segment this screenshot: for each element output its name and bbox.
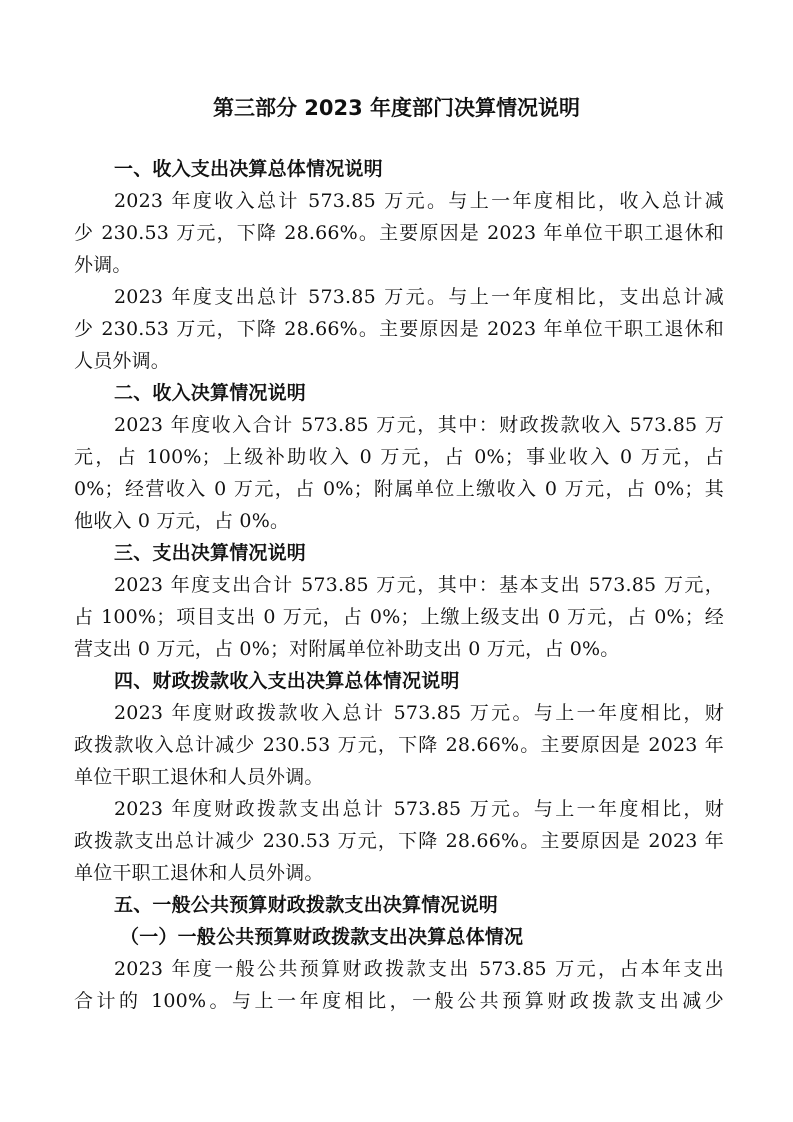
- paragraph-line: 他收入 0 万元，占 0%。: [74, 510, 290, 532]
- paragraph-line: 2023 年度支出合计 573.85 万元，其中：基本支出 573.85 万元，: [114, 574, 724, 596]
- page-title: 第三部分 2023 年度部门决算情况说明: [212, 96, 581, 120]
- paragraph-line: 2023 年度收入总计 573.85 万元。与上一年度相比，收入总计减: [114, 190, 724, 212]
- paragraph-line: 合计的 100%。与上一年度相比，一般公共预算财政拨款支出减少: [74, 990, 724, 1012]
- paragraph-line: 单位干职工退休和人员外调。: [74, 766, 324, 788]
- paragraph-line: 2023 年度财政拨款支出总计 573.85 万元。与上一年度相比，财: [114, 798, 724, 820]
- paragraph-line: 少 230.53 万元，下降 28.66%。主要原因是 2023 年单位干职工退休和: [74, 318, 724, 340]
- paragraph-line: 单位干职工退休和人员外调。: [74, 862, 324, 884]
- paragraph-line: 2023 年度财政拨款收入总计 573.85 万元。与上一年度相比，财: [114, 702, 724, 724]
- paragraph-line: 2023 年度收入合计 573.85 万元，其中：财政拨款收入 573.85 万: [114, 414, 724, 436]
- paragraph-line: 2023 年度一般公共预算财政拨款支出 573.85 万元，占本年支出: [114, 958, 724, 980]
- paragraph-line: 政拨款支出总计减少 230.53 万元，下降 28.66%。主要原因是 2023 年: [74, 830, 724, 852]
- section-heading: 一、收入支出决算总体情况说明: [114, 158, 383, 180]
- paragraph-line: 占 100%；项目支出 0 万元，占 0%；上缴上级支出 0 万元，占 0%；经: [74, 606, 724, 628]
- paragraph-line: 0%；经营收入 0 万元，占 0%；附属单位上缴收入 0 万元，占 0%；其: [74, 478, 724, 500]
- paragraph-line: 政拨款收入总计减少 230.53 万元，下降 28.66%。主要原因是 2023 年: [74, 734, 724, 756]
- paragraph-line: 营支出 0 万元，占 0%；对附属单位补助支出 0 万元，占 0%。: [74, 638, 620, 660]
- section-subheading: （一）一般公共预算财政拨款支出决算总体情况: [120, 926, 524, 948]
- paragraph-line: 元，占 100%；上级补助收入 0 万元，占 0%；事业收入 0 万元，占: [74, 446, 724, 468]
- paragraph-line: 人员外调。: [74, 350, 171, 372]
- paragraph-line: 少 230.53 万元，下降 28.66%。主要原因是 2023 年单位干职工退休和: [74, 222, 724, 244]
- section-heading: 四、财政拨款收入支出决算总体情况说明: [114, 670, 460, 692]
- section-heading: 二、收入决算情况说明: [114, 382, 307, 404]
- paragraph-line: 外调。: [74, 254, 132, 276]
- paragraph-line: 2023 年度支出总计 573.85 万元。与上一年度相比，支出总计减: [114, 286, 724, 308]
- section-heading: 五、一般公共预算财政拨款支出决算情况说明: [114, 894, 499, 916]
- section-heading: 三、支出决算情况说明: [114, 542, 307, 564]
